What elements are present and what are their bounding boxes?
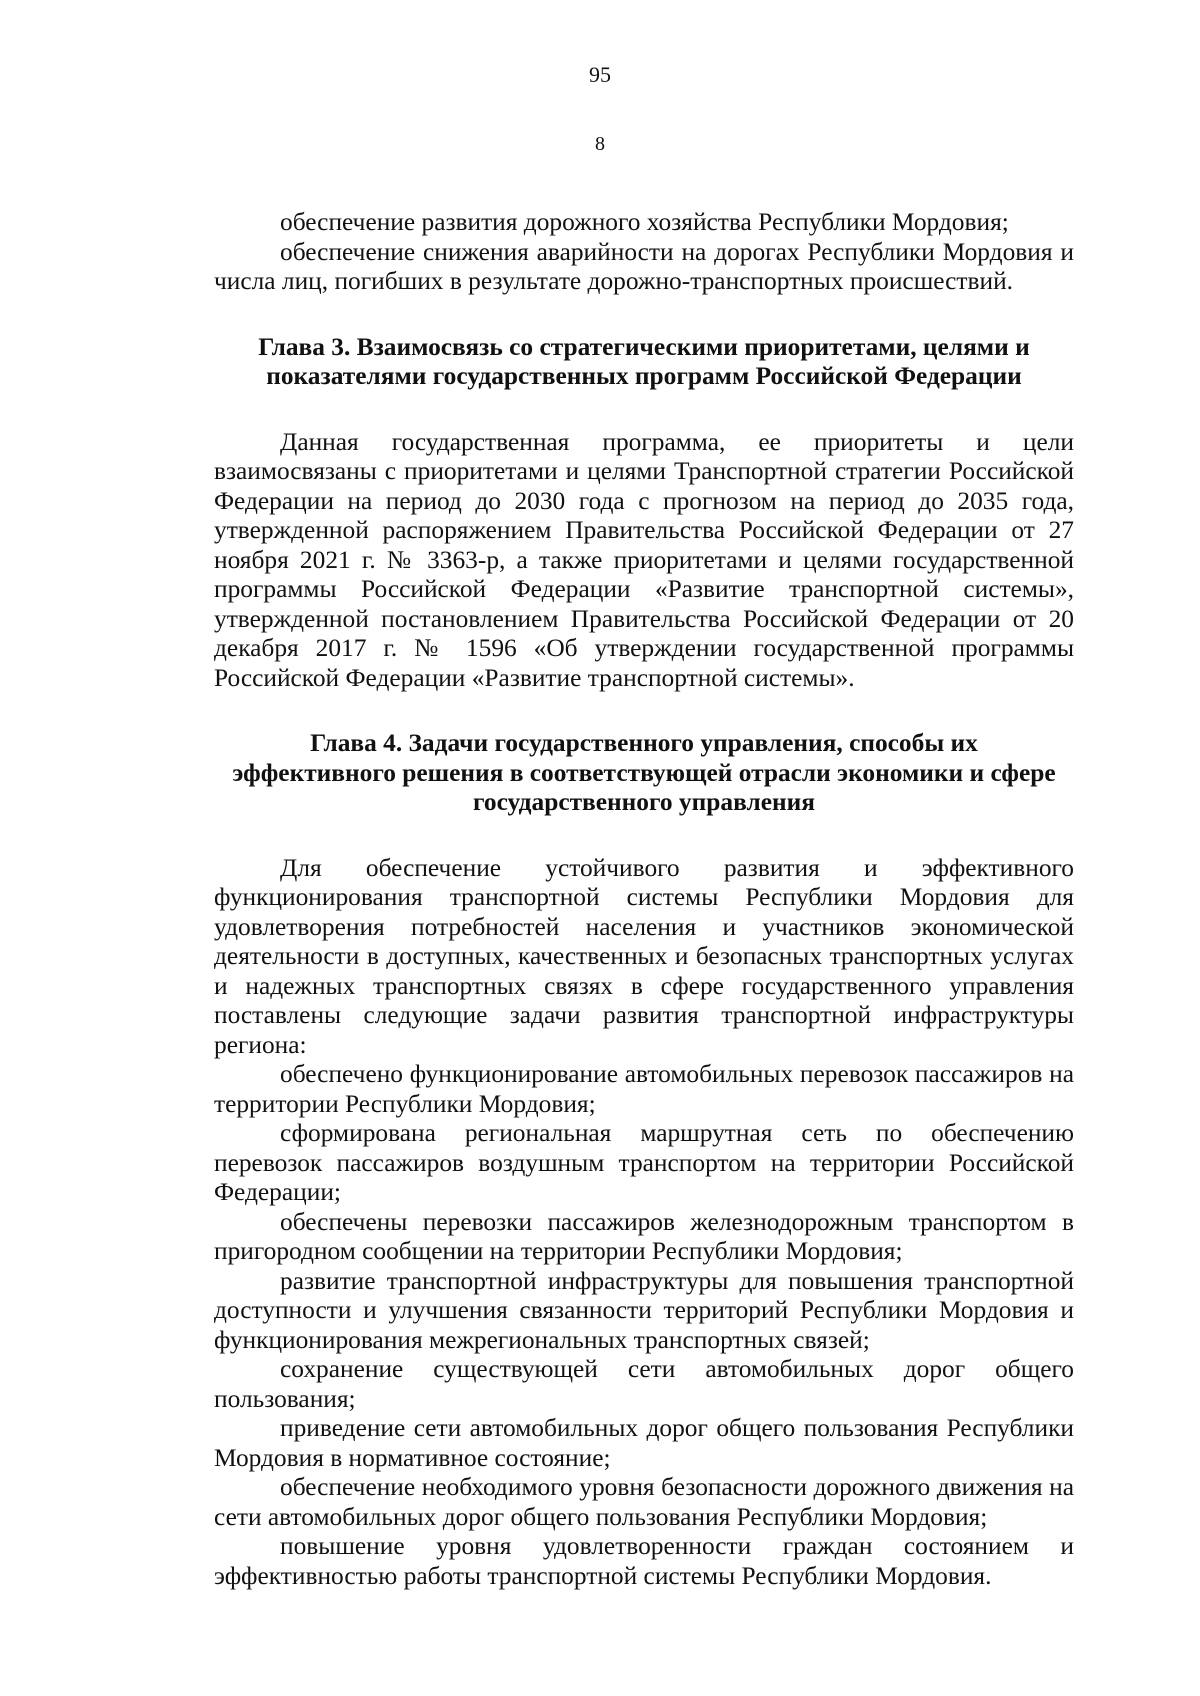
page-number-inner: 8 bbox=[595, 133, 605, 155]
chapter-3-heading bbox=[214, 333, 1074, 392]
intro-item: обеспечение снижения аварийности на дорогах Республики Мордовия и числа лиц, погибших в результате дорожно-транспортных происшествий. bbox=[214, 237, 1074, 295]
task-item: обеспечены перевозки пассажиров железнодорожным транспортом в пригородном сообщении на территории Республики Мордовия; bbox=[214, 1207, 1074, 1265]
chapter-4-title-line: государственного управления bbox=[473, 788, 815, 816]
intro-item: обеспечение развития дорожного хозяйства Республики Мордовия; bbox=[280, 208, 1009, 236]
chapter-4-title-line: эффективного решения в соответствующей отрасли экономики и сфере bbox=[232, 758, 1056, 787]
page-number-outer: 95 bbox=[589, 62, 611, 87]
task-item: обеспечено функционирование автомобильных перевозок пассажиров на территории Республики Мордовия; bbox=[214, 1060, 1074, 1118]
task-item: сохранение существующей сети автомобильных дорог общего пользования; bbox=[214, 1355, 1074, 1413]
chapter-4-intro: Для обеспечение устойчивого развития и эффективного функционирования транспортной системы Республики Мордовия для удовлетворения потребностей населения и участников экономической деятельности в доступных, качественных и безопасных транспортных услугах и надежных транспортных связях в сфере государственного управления поставлены следующие задачи развития транспортной инфраструктуры региона: bbox=[214, 853, 1074, 1059]
document-body bbox=[214, 208, 1074, 1591]
task-item: сформирована региональная маршрутная сеть по обеспечению перевозок пассажиров воздушным транспортом на территории Российской Федерации; bbox=[214, 1119, 1074, 1206]
chapter-3-title-line: показателями государственных программ Российской Федерации bbox=[266, 362, 1022, 390]
chapter-3-paragraph: Данная государственная программа, ее приоритеты и цели взаимосвязаны с приоритетами и целями Транспортной стратегии Российской Федерации на период до 2030 года с прогнозом на период до 2035 года, утвержденной распоряжением Правительства Российской Федерации от 27 ноября 2021 г. № 3363-р, а также приоритетами и целями государственной программы Российской Федерации «Развитие транспортной системы», утвержденной постановлением Правительства Российской Федерации от 20 декабря 2017 г. № 1596 «Об утверждении государственной программы Российской Федерации «Развитие транспортной системы». bbox=[214, 427, 1074, 692]
chapter-4-title-line: Глава 4. Задачи государственного управления, способы их bbox=[310, 729, 978, 757]
task-item: обеспечение необходимого уровня безопасности дорожного движения на сети автомобильных дорог общего пользования Республики Мордовия; bbox=[214, 1473, 1074, 1531]
task-item: развитие транспортной инфраструктуры для повышения транспортной доступности и улучшения связанности территорий Республики Мордовия и функционирования межрегиональных транспортных связей; bbox=[214, 1266, 1074, 1354]
task-item: приведение сети автомобильных дорог общего пользования Республики Мордовия в нормативное состояние; bbox=[214, 1414, 1074, 1472]
task-item: повышение уровня удовлетворенности граждан состоянием и эффективностью работы транспортной системы Республики Мордовия. bbox=[214, 1532, 1074, 1590]
chapter-4-heading bbox=[214, 729, 1074, 818]
chapter-3-title-line: Глава 3. Взаимосвязь со стратегическими приоритетами, целями и bbox=[258, 332, 1030, 361]
